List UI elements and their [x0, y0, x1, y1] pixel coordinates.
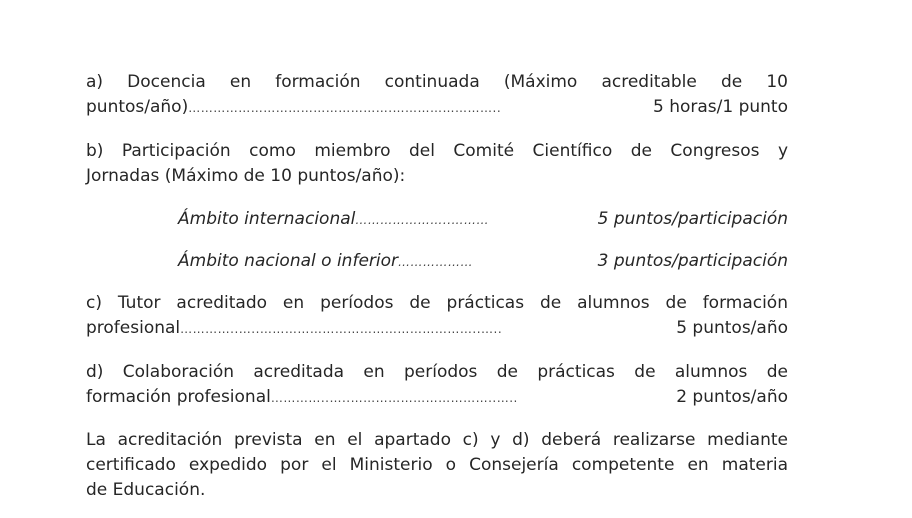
item-c	[86, 291, 788, 341]
item-d	[86, 360, 788, 410]
item-b-sub-international	[178, 207, 788, 233]
item-c-dots: …………..…..……………………………………………..…..	[180, 322, 503, 336]
item-d-value: 2 puntos/año	[676, 387, 788, 407]
note-line2: certificado expedido por el Ministerio o Consejería competente en materia	[86, 455, 788, 475]
item-a-line2	[86, 95, 788, 120]
item-a-label: puntos/año)	[86, 97, 189, 117]
item-c-line1: c) Tutor acreditado en períodos de prácticas de alumnos de formación	[86, 293, 788, 313]
sub-value: 3 puntos/participación	[597, 251, 788, 271]
item-d-label: formación profesional	[86, 387, 271, 407]
document-page	[86, 0, 788, 518]
item-b-line2: Jornadas (Máximo de 10 puntos/año):	[86, 166, 406, 186]
sub-label: Ámbito nacional o inferior	[178, 251, 399, 271]
item-c-label: profesional	[86, 318, 181, 338]
sub-dots: …………………..………	[355, 213, 490, 227]
item-d-dots: …………..…..……………………………..…..	[270, 391, 518, 405]
item-d-line2	[86, 385, 788, 410]
item-a	[86, 70, 788, 120]
item-b-line1: b) Participación como miembro del Comité Científico de Congresos y	[86, 141, 788, 161]
sub-dots: ………………	[398, 255, 474, 269]
item-c-value: 5 puntos/año	[676, 318, 788, 338]
item-c-line2	[86, 316, 788, 341]
item-a-dots: ………………………………………….……………………..	[188, 101, 502, 115]
sub-label: Ámbito internacional	[178, 209, 356, 229]
note-line1: La acreditación prevista en el apartado c) y d) deberá realizarse mediante	[86, 430, 788, 450]
accreditation-note	[86, 428, 788, 503]
item-a-value: 5 horas/1 punto	[652, 97, 788, 117]
item-a-line1: a) Docencia en formación continuada (Máximo acreditable de 10	[86, 72, 788, 92]
item-b-sub-national	[178, 249, 788, 275]
item-b	[86, 139, 788, 189]
sub-value: 5 puntos/participación	[597, 209, 788, 229]
note-line3: de Educación.	[86, 480, 206, 500]
item-d-line1: d) Colaboración acreditada en períodos de prácticas de alumnos de	[86, 362, 788, 382]
